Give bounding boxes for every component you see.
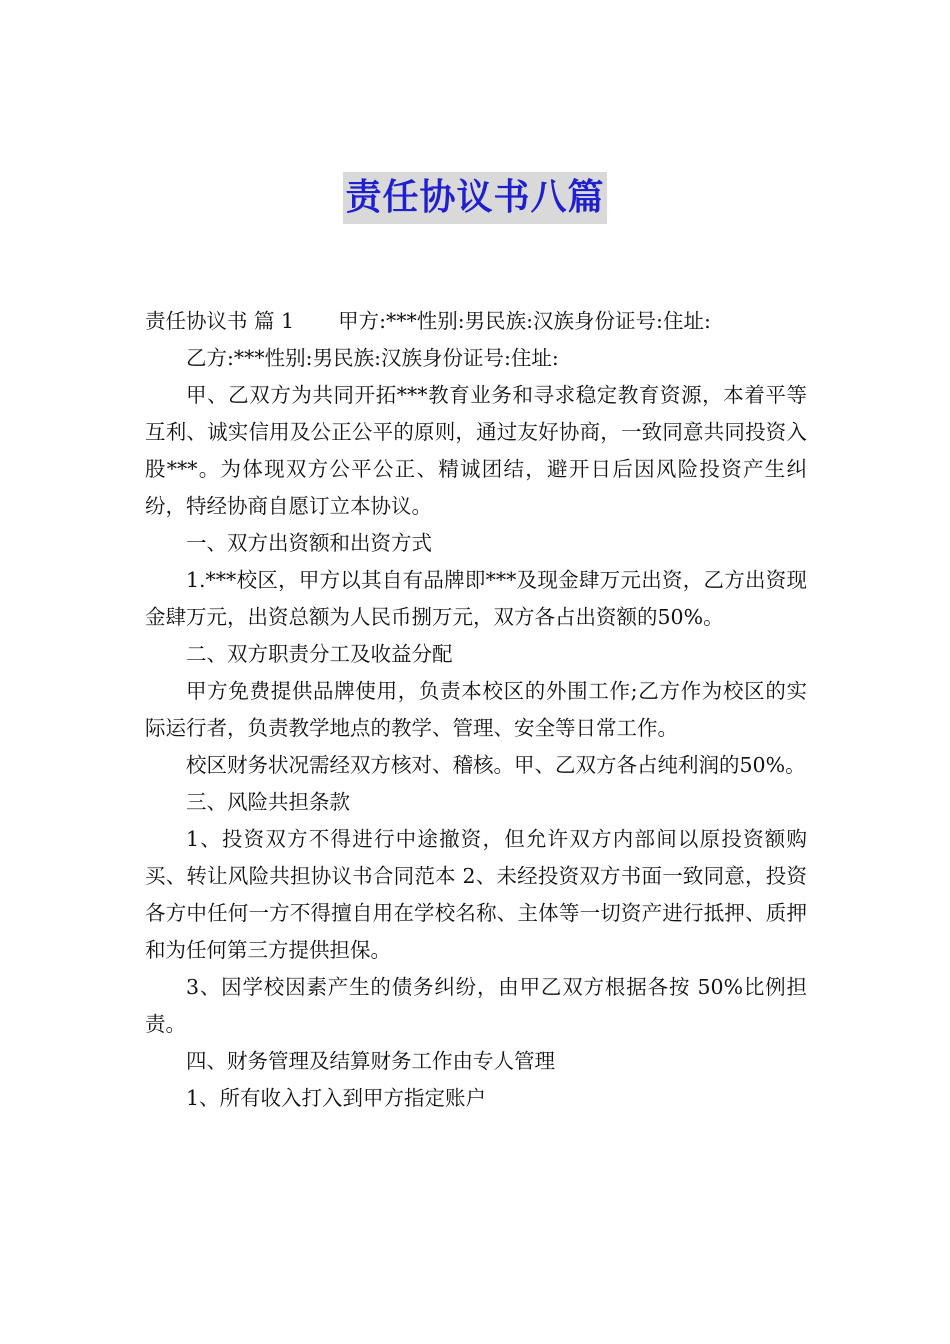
preamble-paragraph: 甲、乙双方为共同开拓***教育业务和寻求稳定教育资源，本着平等互利、诚实信用及公正公平的原则，通过友好协商，一致同意共同投资入股***。为体现双方公平公正、精诚团结，避开日后因风险投资产生纠纷，特经协商自愿订立本协议。 xyxy=(145,383,807,518)
paragraph-investment: 1.***校区，甲方以其自有品牌即***及现金肆万元出资，乙方出资现金肆万元，出资总额为人民币捌万元，双方各占出资额的50%。 xyxy=(145,568,807,629)
section-heading: 责任协议书 篇 1 xyxy=(145,309,295,333)
paragraph-profit: 校区财务状况需经双方核对、稽核。甲、乙双方各占纯利润的50%。 xyxy=(186,753,806,777)
title-container xyxy=(0,172,950,224)
paragraph-risk-3: 3、因学校因素产生的债务纠纷，由甲乙双方根据各按 50%比例担责。 xyxy=(145,975,807,1036)
party-a-info: 甲方:***性别:男民族:汉族身份证号:住址: xyxy=(338,309,711,333)
section-heading-2: 二、双方职责分工及收益分配 xyxy=(186,642,453,666)
section-heading-1: 一、双方出资额和出资方式 xyxy=(186,531,432,555)
section-heading-3: 三、风险共担条款 xyxy=(186,790,350,814)
first-line xyxy=(145,303,807,340)
paragraph-duties: 甲方免费提供品牌使用，负责本校区的外围工作;乙方作为校区的实际运行者，负责教学地点的教学、管理、安全等日常工作。 xyxy=(145,679,807,740)
document-title: 责任协议书八篇 xyxy=(343,172,606,224)
document-body xyxy=(145,303,807,1117)
section-heading-4: 四、财务管理及结算财务工作由专人管理 xyxy=(186,1049,555,1073)
paragraph-finance-1: 1、所有收入打入到甲方指定账户 xyxy=(186,1086,487,1110)
party-b-info: 乙方:***性别:男民族:汉族身份证号:住址: xyxy=(186,346,559,370)
paragraph-risk-1: 1、投资双方不得进行中途撤资，但允许双方内部间以原投资额购买、转让风险共担协议书合同范本 2、未经投资双方书面一致同意，投资各方中任何一方不得擅自用在学校名称、主体等一切资产进行抵押、质押和为任何第三方提供担保。 xyxy=(145,827,807,962)
